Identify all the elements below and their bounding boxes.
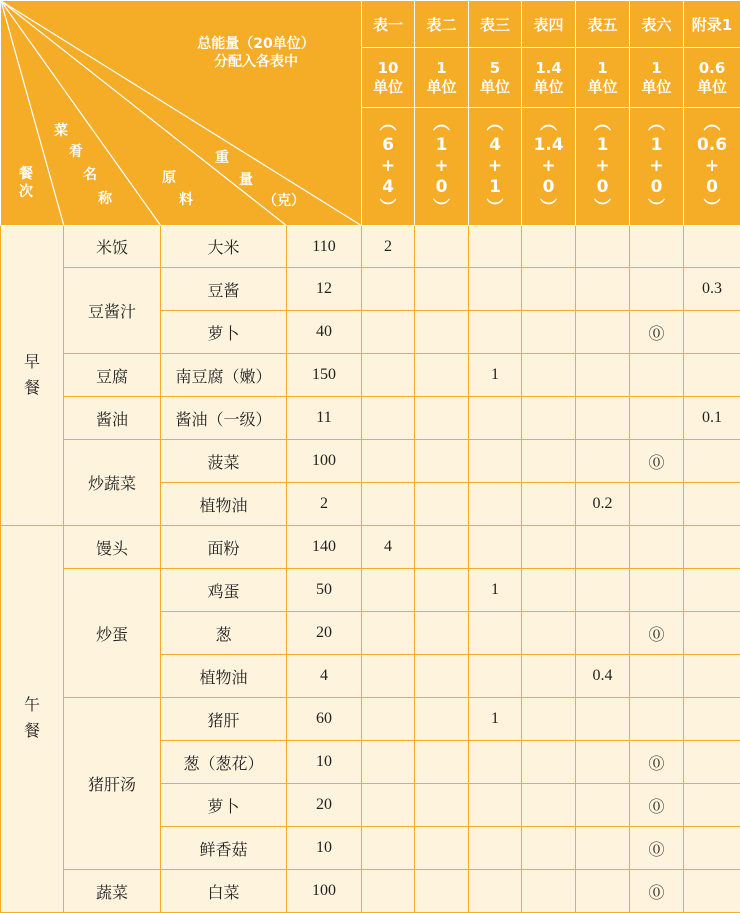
meal-cell: 午 餐 <box>1 526 64 913</box>
table-body <box>1 226 740 913</box>
value-cell-table-4 <box>522 569 576 612</box>
value-cell-table-2 <box>415 655 469 698</box>
header-table-2: 表二 <box>415 1 469 48</box>
value-cell-table-2 <box>415 311 469 354</box>
header-units-3: 5 单位 <box>469 48 522 108</box>
value-cell-table-7 <box>684 226 740 268</box>
value-cell-table-6 <box>630 698 684 741</box>
value-cell-table-7 <box>684 354 740 397</box>
dish-name-cell: 豆酱汁 <box>64 268 161 354</box>
value-cell-table-3 <box>469 440 522 483</box>
value-cell-table-3 <box>469 268 522 311</box>
value-cell-table-1 <box>362 569 415 612</box>
value-cell-table-4 <box>522 784 576 827</box>
value-cell-table-1 <box>362 483 415 526</box>
weight-cell: 60 <box>287 698 362 741</box>
value-cell-table-5 <box>576 226 630 268</box>
ingredient-cell: 植物油 <box>161 483 287 526</box>
value-cell-table-7 <box>684 784 740 827</box>
value-cell-table-2 <box>415 526 469 569</box>
value-cell-table-1: 2 <box>362 226 415 268</box>
ingredient-cell: 猪肝 <box>161 698 287 741</box>
corner-title-line1: 总能量（20单位） <box>166 35 346 53</box>
weight-cell: 20 <box>287 784 362 827</box>
value-cell-table-6 <box>630 569 684 612</box>
value-cell-table-1 <box>362 311 415 354</box>
value-cell-table-6: ⓪ <box>630 870 684 913</box>
value-cell-table-6: ⓪ <box>630 741 684 784</box>
header-row-table-names <box>1 1 740 48</box>
value-cell-table-4 <box>522 311 576 354</box>
weight-cell: 4 <box>287 655 362 698</box>
weight-cell: 150 <box>287 354 362 397</box>
weight-cell: 100 <box>287 870 362 913</box>
value-cell-table-4 <box>522 870 576 913</box>
value-cell-table-3 <box>469 784 522 827</box>
value-cell-table-5 <box>576 311 630 354</box>
ingredient-cell: 菠菜 <box>161 440 287 483</box>
header-split-appendix: ︵ 0.6 + 0 ︶ <box>684 108 740 226</box>
value-cell-table-7 <box>684 311 740 354</box>
value-cell-table-3 <box>469 483 522 526</box>
value-cell-table-4 <box>522 741 576 784</box>
value-cell-table-5 <box>576 569 630 612</box>
value-cell-table-2 <box>415 827 469 870</box>
weight-cell: 40 <box>287 311 362 354</box>
value-cell-table-5: 0.2 <box>576 483 630 526</box>
value-cell-table-7 <box>684 440 740 483</box>
value-cell-table-7: 0.3 <box>684 268 740 311</box>
value-cell-table-2 <box>415 870 469 913</box>
value-cell-table-7 <box>684 827 740 870</box>
header-units-4: 1.4 单位 <box>522 48 576 108</box>
value-cell-table-2 <box>415 741 469 784</box>
weight-cell: 2 <box>287 483 362 526</box>
table-row <box>1 870 740 913</box>
header-units-6: 1 单位 <box>630 48 684 108</box>
value-cell-table-1 <box>362 655 415 698</box>
table-row <box>1 569 740 612</box>
ingredient-cell: 酱油（一级） <box>161 397 287 440</box>
value-cell-table-7 <box>684 698 740 741</box>
value-cell-table-5 <box>576 440 630 483</box>
header-corner-cell <box>1 1 362 226</box>
value-cell-table-5 <box>576 526 630 569</box>
value-cell-table-2 <box>415 440 469 483</box>
value-cell-table-5 <box>576 784 630 827</box>
corner-label-ingredient-1: 原 <box>162 169 176 187</box>
header-split-1: ︵ 6 + 4 ︶ <box>362 108 415 226</box>
ingredient-cell: 鲜香菇 <box>161 827 287 870</box>
value-cell-table-5 <box>576 827 630 870</box>
dish-name-cell: 豆腐 <box>64 354 161 397</box>
value-cell-table-2 <box>415 784 469 827</box>
value-cell-table-4 <box>522 655 576 698</box>
value-cell-table-6: ⓪ <box>630 612 684 655</box>
weight-cell: 50 <box>287 569 362 612</box>
value-cell-table-3 <box>469 870 522 913</box>
value-cell-table-3 <box>469 655 522 698</box>
corner-label-dish-2: 肴 <box>69 143 83 161</box>
ingredient-cell: 萝卜 <box>161 311 287 354</box>
dish-name-cell: 馒头 <box>64 526 161 569</box>
value-cell-table-5 <box>576 741 630 784</box>
value-cell-table-1 <box>362 354 415 397</box>
table-row <box>1 354 740 397</box>
value-cell-table-1 <box>362 827 415 870</box>
value-cell-table-4 <box>522 526 576 569</box>
value-cell-table-6: ⓪ <box>630 311 684 354</box>
value-cell-table-5 <box>576 698 630 741</box>
table-row <box>1 226 740 268</box>
corner-label-weight-unit: （克） <box>263 192 305 210</box>
header-table-6: 表六 <box>630 1 684 48</box>
value-cell-table-3: 1 <box>469 354 522 397</box>
value-cell-table-3 <box>469 226 522 268</box>
dish-name-cell: 蔬菜 <box>64 870 161 913</box>
ingredient-cell: 大米 <box>161 226 287 268</box>
value-cell-table-7 <box>684 741 740 784</box>
ingredient-cell: 南豆腐（嫩） <box>161 354 287 397</box>
value-cell-table-3 <box>469 827 522 870</box>
table-row <box>1 698 740 741</box>
value-cell-table-4 <box>522 612 576 655</box>
value-cell-table-1 <box>362 268 415 311</box>
header-units-5: 1 单位 <box>576 48 630 108</box>
table-row <box>1 440 740 483</box>
value-cell-table-6: ⓪ <box>630 827 684 870</box>
dish-name-cell: 猪肝汤 <box>64 698 161 870</box>
value-cell-table-2 <box>415 612 469 655</box>
ingredient-cell: 豆酱 <box>161 268 287 311</box>
value-cell-table-2 <box>415 698 469 741</box>
value-cell-table-4 <box>522 698 576 741</box>
ingredient-cell: 面粉 <box>161 526 287 569</box>
ingredient-cell: 植物油 <box>161 655 287 698</box>
ingredient-cell: 葱（葱花） <box>161 741 287 784</box>
weight-cell: 100 <box>287 440 362 483</box>
value-cell-table-3 <box>469 311 522 354</box>
value-cell-table-5 <box>576 870 630 913</box>
header-table-appendix: 附录1 <box>684 1 740 48</box>
header-split-4: ︵ 1.4 + 0 ︶ <box>522 108 576 226</box>
value-cell-table-5 <box>576 354 630 397</box>
value-cell-table-6 <box>630 526 684 569</box>
weight-cell: 140 <box>287 526 362 569</box>
value-cell-table-7 <box>684 569 740 612</box>
value-cell-table-3: 1 <box>469 698 522 741</box>
corner-label-dish-4: 称 <box>98 190 112 208</box>
ingredient-cell: 鸡蛋 <box>161 569 287 612</box>
header-split-2: ︵ 1 + 0 ︶ <box>415 108 469 226</box>
value-cell-table-6 <box>630 397 684 440</box>
value-cell-table-7 <box>684 870 740 913</box>
weight-cell: 12 <box>287 268 362 311</box>
value-cell-table-4 <box>522 354 576 397</box>
corner-title-line2: 分配入各表中 <box>166 53 346 71</box>
dish-name-cell: 米饭 <box>64 226 161 268</box>
ingredient-cell: 萝卜 <box>161 784 287 827</box>
weight-cell: 10 <box>287 827 362 870</box>
value-cell-table-6 <box>630 483 684 526</box>
value-cell-table-4 <box>522 827 576 870</box>
ingredient-cell: 白菜 <box>161 870 287 913</box>
header-split-3: ︵ 4 + 1 ︶ <box>469 108 522 226</box>
dish-name-cell: 炒蛋 <box>64 569 161 698</box>
value-cell-table-2 <box>415 226 469 268</box>
value-cell-table-7 <box>684 612 740 655</box>
value-cell-table-2 <box>415 354 469 397</box>
ingredient-cell: 葱 <box>161 612 287 655</box>
header-split-6: ︵ 1 + 0 ︶ <box>630 108 684 226</box>
value-cell-table-2 <box>415 268 469 311</box>
value-cell-table-3 <box>469 397 522 440</box>
value-cell-table-1: 4 <box>362 526 415 569</box>
weight-cell: 11 <box>287 397 362 440</box>
value-cell-table-2 <box>415 483 469 526</box>
value-cell-table-6 <box>630 655 684 698</box>
value-cell-table-4 <box>522 397 576 440</box>
header-units-2: 1 单位 <box>415 48 469 108</box>
corner-label-ingredient-2: 料 <box>179 191 193 209</box>
value-cell-table-3 <box>469 741 522 784</box>
value-cell-table-2 <box>415 397 469 440</box>
value-cell-table-6 <box>630 354 684 397</box>
value-cell-table-4 <box>522 226 576 268</box>
value-cell-table-7: 0.1 <box>684 397 740 440</box>
value-cell-table-3: 1 <box>469 569 522 612</box>
value-cell-table-6: ⓪ <box>630 440 684 483</box>
value-cell-table-2 <box>415 569 469 612</box>
table-row <box>1 268 740 311</box>
header-split-5: ︵ 1 + 0 ︶ <box>576 108 630 226</box>
value-cell-table-7 <box>684 483 740 526</box>
value-cell-table-1 <box>362 612 415 655</box>
value-cell-table-1 <box>362 784 415 827</box>
value-cell-table-1 <box>362 440 415 483</box>
weight-cell: 20 <box>287 612 362 655</box>
meal-cell: 早 餐 <box>1 226 64 526</box>
value-cell-table-1 <box>362 870 415 913</box>
weight-cell: 10 <box>287 741 362 784</box>
corner-title <box>166 35 346 71</box>
value-cell-table-6 <box>630 268 684 311</box>
header-table-5: 表五 <box>576 1 630 48</box>
corner-label-weight-1: 重 <box>215 149 229 167</box>
header-table-1: 表一 <box>362 1 415 48</box>
corner-label-meal: 餐 次 <box>19 165 33 201</box>
corner-label-dish-3: 名 <box>83 166 97 184</box>
weight-cell: 110 <box>287 226 362 268</box>
corner-label-dish-1: 菜 <box>54 122 68 140</box>
value-cell-table-5: 0.4 <box>576 655 630 698</box>
value-cell-table-6: ⓪ <box>630 784 684 827</box>
value-cell-table-5 <box>576 612 630 655</box>
value-cell-table-4 <box>522 440 576 483</box>
header-units-1: 10 单位 <box>362 48 415 108</box>
header-units-appendix: 0.6 单位 <box>684 48 740 108</box>
value-cell-table-7 <box>684 526 740 569</box>
value-cell-table-1 <box>362 698 415 741</box>
value-cell-table-1 <box>362 397 415 440</box>
value-cell-table-5 <box>576 397 630 440</box>
value-cell-table-3 <box>469 612 522 655</box>
dish-name-cell: 酱油 <box>64 397 161 440</box>
corner-label-weight-2: 量 <box>239 171 253 189</box>
value-cell-table-5 <box>576 268 630 311</box>
table-row <box>1 526 740 569</box>
value-cell-table-7 <box>684 655 740 698</box>
value-cell-table-4 <box>522 268 576 311</box>
table-row <box>1 397 740 440</box>
value-cell-table-4 <box>522 483 576 526</box>
value-cell-table-1 <box>362 741 415 784</box>
header-table-3: 表三 <box>469 1 522 48</box>
value-cell-table-3 <box>469 526 522 569</box>
header-table-4: 表四 <box>522 1 576 48</box>
dish-name-cell: 炒蔬菜 <box>64 440 161 526</box>
value-cell-table-6 <box>630 226 684 268</box>
